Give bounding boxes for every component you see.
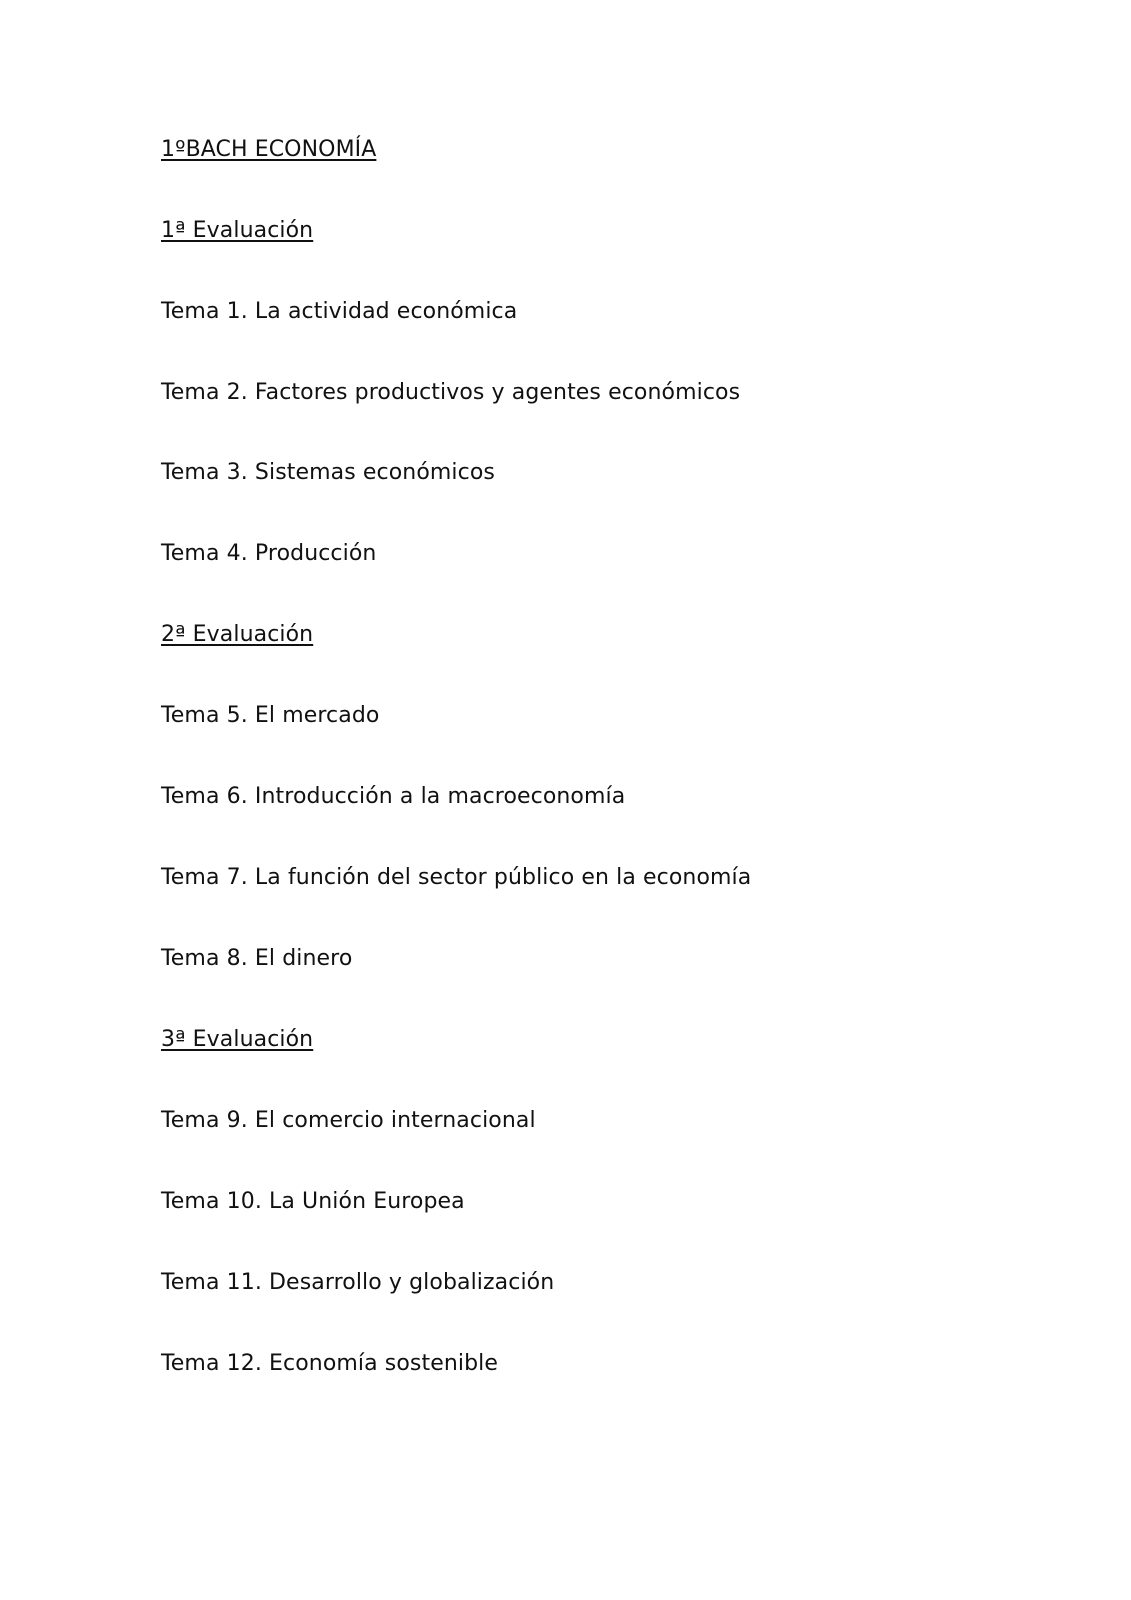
topic-item: Tema 12. Economía sostenible bbox=[161, 1351, 499, 1376]
topic-item: Tema 2. Factores productivos y agentes económicos bbox=[161, 380, 741, 405]
topic-item: Tema 5. El mercado bbox=[161, 703, 380, 728]
topic-item: Tema 1. La actividad económica bbox=[161, 299, 518, 324]
topic-item: Tema 4. Producción bbox=[161, 541, 377, 566]
topic-item: Tema 7. La función del sector público en la economía bbox=[161, 865, 752, 890]
topic-item: Tema 11. Desarrollo y globalización bbox=[161, 1270, 555, 1295]
topic-item: Tema 3. Sistemas económicos bbox=[161, 460, 495, 485]
section-heading-1: 1ª Evaluación bbox=[161, 218, 314, 243]
document-title: 1ºBACH ECONOMÍA bbox=[161, 137, 377, 162]
topic-item: Tema 10. La Unión Europea bbox=[161, 1189, 465, 1214]
topic-item: Tema 8. El dinero bbox=[161, 946, 353, 971]
section-heading-2: 2ª Evaluación bbox=[161, 622, 314, 647]
topic-item: Tema 9. El comercio internacional bbox=[161, 1108, 536, 1133]
topic-item: Tema 6. Introducción a la macroeconomía bbox=[161, 784, 626, 809]
section-heading-3: 3ª Evaluación bbox=[161, 1027, 314, 1052]
